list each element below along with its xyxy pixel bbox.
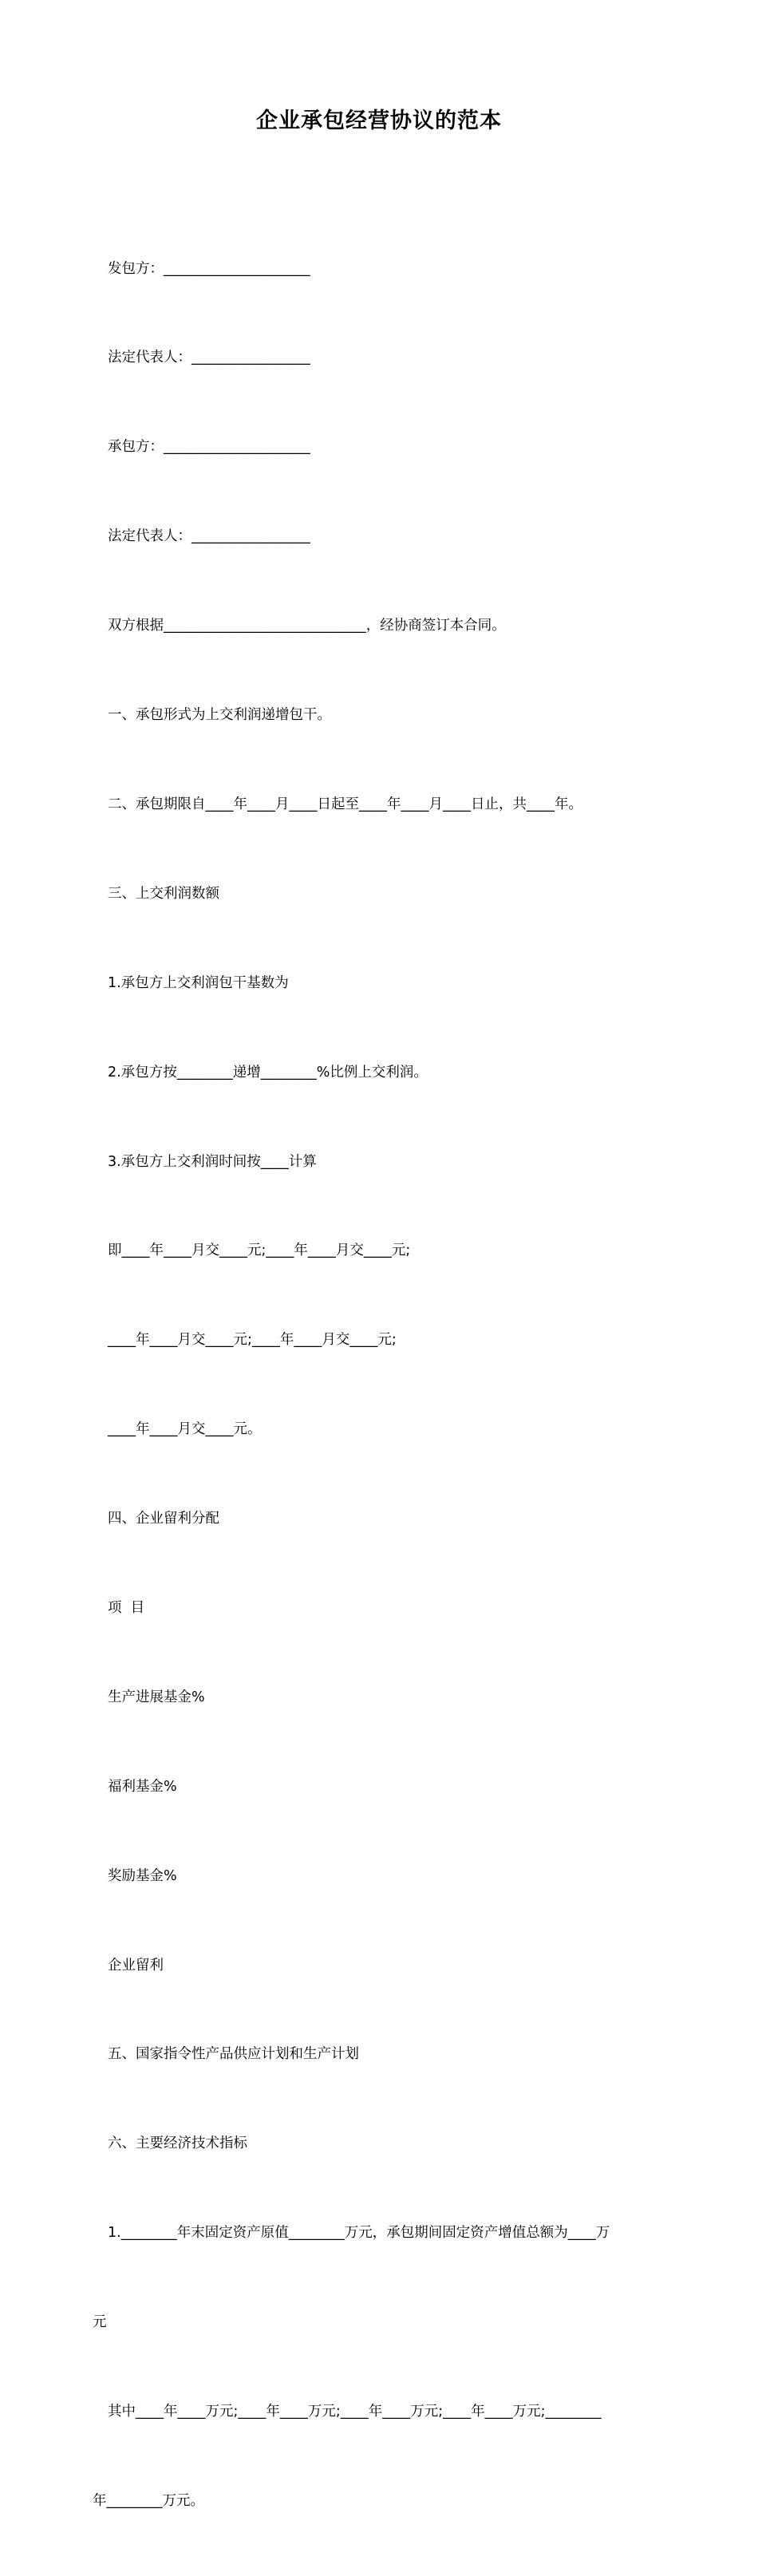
section-5-heading: 五、国家指令性产品供应计划和生产计划 bbox=[108, 2046, 359, 2063]
payment-schedule-line-1: 即____年____月交____元;____年____月交____元; bbox=[108, 1243, 411, 1259]
allocation-item-bonus: 奖励基金% bbox=[108, 1867, 177, 1884]
party-a-representative-line: 法定代表人：_________________ bbox=[108, 350, 310, 366]
party-a-line: 发包方：_____________________ bbox=[108, 260, 310, 277]
allocation-item-production: 生产进展基金% bbox=[108, 1689, 205, 1705]
party-b-line: 承包方：_____________________ bbox=[108, 439, 310, 456]
document-title: 企业承包经营协议的范本 bbox=[256, 109, 502, 133]
section-6-item-1-continued: 元 bbox=[93, 2314, 107, 2331]
document-body bbox=[93, 195, 667, 2576]
payment-schedule-line-2: ____年____月交____元;____年____月交____元; bbox=[108, 1332, 397, 1349]
section-3-item-2: 2.承包方按________递增________%比例上交利润。 bbox=[108, 1064, 428, 1081]
asset-breakdown-line: 其中____年____万元;____年____万元;____年____万元;____年____万元;________ bbox=[108, 2403, 602, 2420]
section-6-heading: 六、主要经济技术指标 bbox=[108, 2135, 247, 2152]
section-3-heading: 三、上交利润数额 bbox=[108, 885, 219, 902]
section-6-item-1: 1.________年末固定资产原值________万元，承包期间固定资产增值总额为____万 bbox=[108, 2225, 610, 2242]
allocation-header: 项 目 bbox=[108, 1599, 145, 1616]
allocation-item-retained: 企业留利 bbox=[108, 1957, 164, 1973]
basis-line: 双方根据_____________________________，经协商签订本合同。 bbox=[108, 618, 506, 634]
asset-breakdown-continued: 年________万元。 bbox=[93, 2492, 204, 2509]
section-1-line: 一、承包形式为上交利润递增包干。 bbox=[108, 707, 331, 724]
allocation-item-welfare: 福利基金% bbox=[108, 1778, 177, 1795]
section-3-item-1: 1.承包方上交利润包干基数为 bbox=[108, 974, 289, 991]
section-3-item-3: 3.承包方上交利润时间按____计算 bbox=[108, 1153, 317, 1170]
party-b-representative-line: 法定代表人：_________________ bbox=[108, 528, 310, 545]
section-2-line: 二、承包期限自____年____月____日起至____年____月____日止，共____年。 bbox=[108, 796, 582, 812]
section-4-heading: 四、企业留利分配 bbox=[108, 1511, 219, 1527]
payment-schedule-line-3: ____年____月交____元。 bbox=[108, 1421, 262, 1438]
